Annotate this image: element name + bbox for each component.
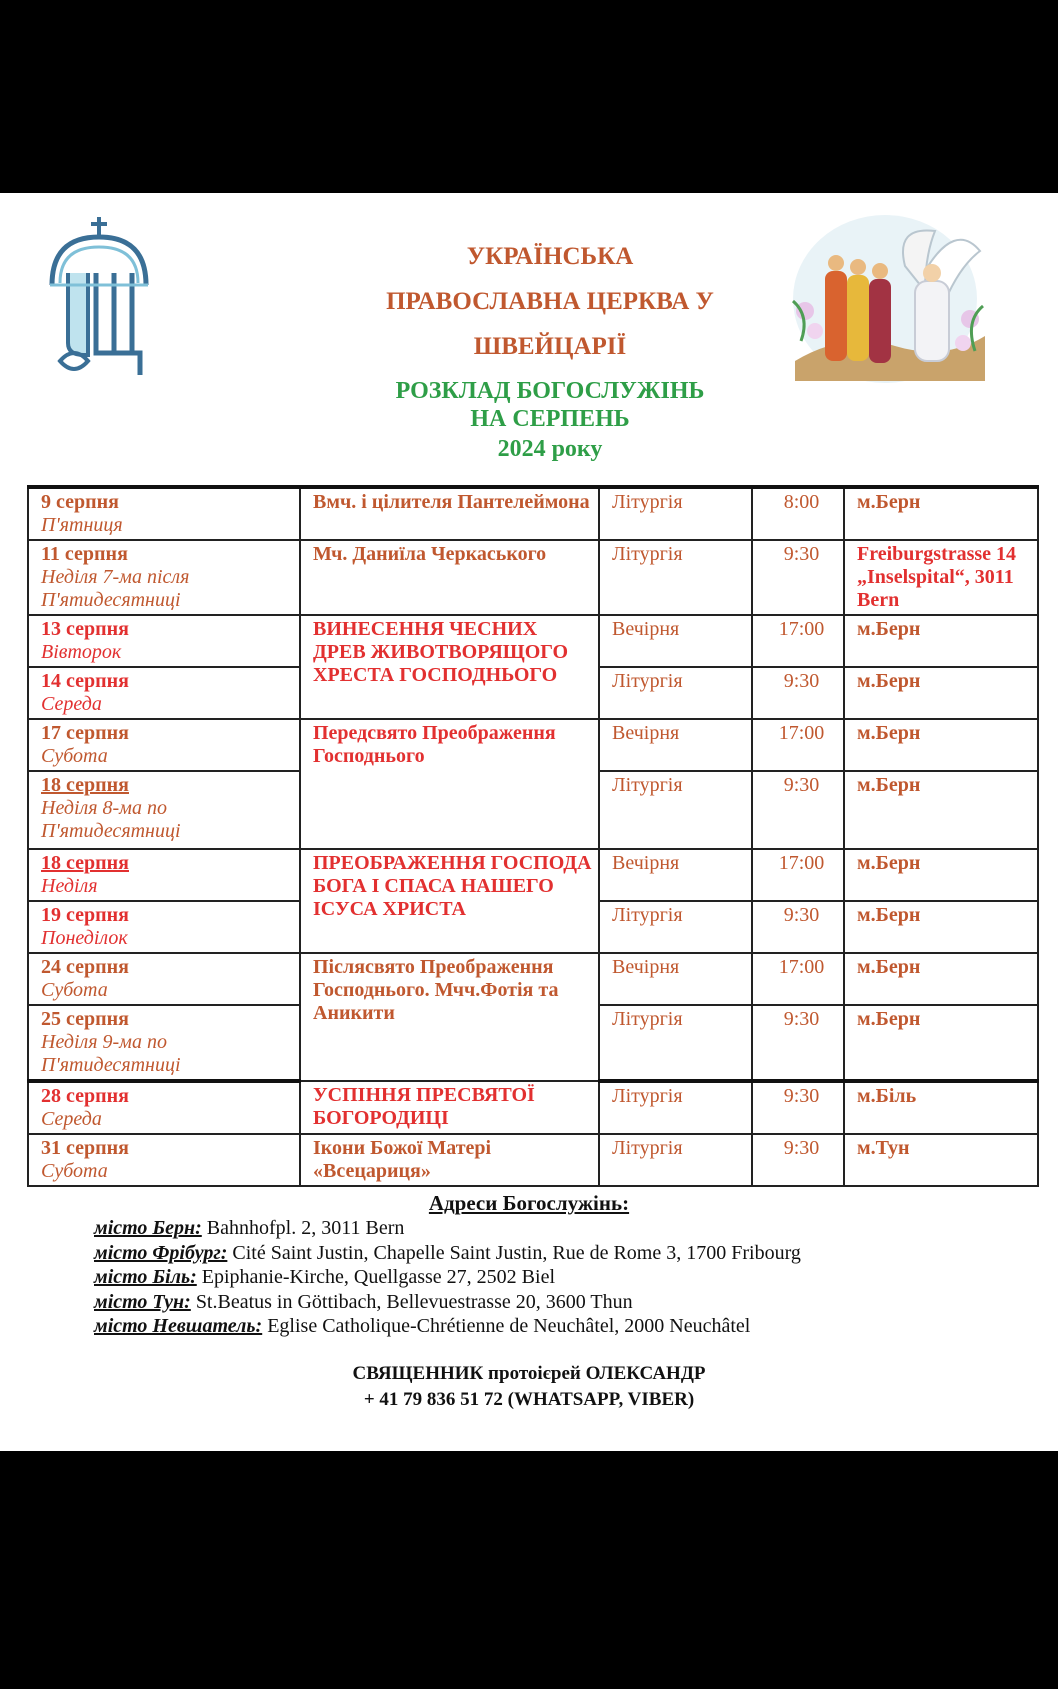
service-cell: Вечірня xyxy=(599,615,752,667)
date-cell xyxy=(28,667,300,719)
header-line-3: ШВЕЙЦАРІЇ xyxy=(473,333,627,360)
time-cell: 9:30 xyxy=(752,901,844,953)
address-line xyxy=(94,1216,404,1240)
date-label: 9 серпня xyxy=(41,491,119,513)
date-label: 25 серпня xyxy=(41,1008,129,1030)
city-label: місто Тун: xyxy=(94,1291,191,1313)
table-row xyxy=(28,1081,1038,1134)
location-cell: Freiburgstrasse 14 „Inselspital“, 3011 Bern xyxy=(844,540,1038,615)
feast-cell: ПРЕОБРАЖЕННЯ ГОСПОДА БОГА І СПАСА НАШЕГО ІСУСА ХРИСТА xyxy=(300,849,599,953)
date-label: 31 серпня xyxy=(41,1137,129,1159)
feast-cell: Мч. Даниїла Черкаського xyxy=(300,540,599,615)
weekday-label: Неділя 8-ма по П'ятидесятниці xyxy=(41,797,181,842)
weekday-label: Середа xyxy=(41,693,102,715)
priest-name: СВЯЩЕННИК протоієрей ОЛЕКСАНДР xyxy=(352,1363,706,1384)
time-cell: 9:30 xyxy=(752,667,844,719)
date-label: 14 серпня xyxy=(41,670,129,692)
date-cell xyxy=(28,849,300,901)
date-label: 13 серпня xyxy=(41,618,129,640)
addresses-title: Адреси Богослужінь: xyxy=(428,1191,630,1215)
date-cell xyxy=(28,901,300,953)
address-text: Cité Saint Justin, Chapelle Saint Justin, Rue de Rome 3, 1700 Fribourg xyxy=(227,1242,801,1264)
header-line-2: ПРАВОСЛАВНА ЦЕРКВА У xyxy=(386,288,714,315)
weekday-label: Понеділок xyxy=(41,927,128,949)
location-cell: м.Берн xyxy=(844,849,1038,901)
weekday-label: Неділя xyxy=(41,875,98,897)
date-cell xyxy=(28,1134,300,1186)
city-label: місто Фрібург: xyxy=(94,1242,228,1264)
weekday-label: Середа xyxy=(41,1108,102,1130)
service-cell: Вечірня xyxy=(599,719,752,771)
date-cell xyxy=(28,487,300,540)
address-text: Bahnhofpl. 2, 3011 Bern xyxy=(201,1217,405,1239)
feast-cell: Вмч. і цілителя Пантелеймона xyxy=(300,487,599,540)
date-label: 24 серпня xyxy=(41,956,129,978)
address-line xyxy=(94,1314,750,1338)
city-label: місто Невшатель: xyxy=(94,1315,263,1337)
service-cell: Літургія xyxy=(599,667,752,719)
weekday-label: Субота xyxy=(41,745,108,767)
date-label: 19 серпня xyxy=(41,904,129,926)
location-cell: м.Берн xyxy=(844,953,1038,1005)
address-text: Eglise Catholique-Chrétienne de Neuchâtel, 2000 Neuchâtel xyxy=(262,1315,751,1337)
date-label: 18 серпня xyxy=(41,852,129,874)
weekday-label: Вівторок xyxy=(41,641,122,663)
feast-cell: Післясвято Преображення Господнього. Мчч.Фотія та Аникити xyxy=(300,953,599,1081)
location-cell: м.Берн xyxy=(844,1005,1038,1081)
city-label: місто Берн: xyxy=(94,1217,202,1239)
weekday-label: Субота xyxy=(41,979,108,1001)
date-label: 17 серпня xyxy=(41,722,129,744)
location-cell: м.Біль xyxy=(844,1081,1038,1134)
location-cell: м.Берн xyxy=(844,615,1038,667)
time-cell: 17:00 xyxy=(752,953,844,1005)
table-row xyxy=(28,953,1038,1005)
schedule-month: НА СЕРПЕНЬ xyxy=(470,406,630,432)
table-row xyxy=(28,615,1038,667)
schedule-title: РОЗКЛАД БОГОСЛУЖІНЬ xyxy=(395,378,705,404)
service-cell: Літургія xyxy=(599,487,752,540)
date-cell xyxy=(28,953,300,1005)
time-cell: 9:30 xyxy=(752,1134,844,1186)
feast-cell: Ікони Божої Матері «Всецариця» xyxy=(300,1134,599,1186)
header-line-1: УКРАЇНСЬКА xyxy=(466,243,634,270)
myrrh-bearers-icon xyxy=(785,211,990,391)
schedule-table xyxy=(27,485,1039,1187)
table-row xyxy=(28,719,1038,771)
church-monogram-icon xyxy=(40,215,158,381)
date-cell xyxy=(28,1005,300,1081)
location-cell: м.Тун xyxy=(844,1134,1038,1186)
service-cell: Літургія xyxy=(599,901,752,953)
service-cell: Літургія xyxy=(599,771,752,849)
date-cell xyxy=(28,771,300,849)
address-text: Epiphanie-Kirche, Quellgasse 27, 2502 Biel xyxy=(196,1266,556,1288)
weekday-label: Субота xyxy=(41,1160,108,1182)
service-cell: Вечірня xyxy=(599,849,752,901)
feast-cell: Передсвято Преображення Господнього xyxy=(300,719,599,849)
address-line xyxy=(94,1241,801,1265)
time-cell: 9:30 xyxy=(752,540,844,615)
service-cell: Літургія xyxy=(599,1081,752,1134)
time-cell: 17:00 xyxy=(752,615,844,667)
time-cell: 8:00 xyxy=(752,487,844,540)
time-cell: 9:30 xyxy=(752,1081,844,1134)
weekday-label: П'ятниця xyxy=(41,514,123,536)
date-cell xyxy=(28,1081,300,1134)
table-row xyxy=(28,487,1038,540)
address-text: St.Beatus in Göttibach, Bellevuestrasse 20, 3600 Thun xyxy=(190,1291,633,1313)
city-label: місто Біль: xyxy=(94,1266,197,1288)
address-line xyxy=(94,1290,633,1314)
date-label: 11 серпня xyxy=(41,543,128,565)
time-cell: 9:30 xyxy=(752,1005,844,1081)
service-cell: Літургія xyxy=(599,1134,752,1186)
date-label: 28 серпня xyxy=(41,1085,129,1107)
feast-cell: УСПІННЯ ПРЕСВЯТОЇ БОГОРОДИЦІ xyxy=(300,1081,599,1134)
location-cell: м.Берн xyxy=(844,667,1038,719)
service-cell: Літургія xyxy=(599,540,752,615)
date-cell xyxy=(28,540,300,615)
schedule-year: 2024 року xyxy=(497,436,603,462)
table-row xyxy=(28,849,1038,901)
time-cell: 9:30 xyxy=(752,771,844,849)
feast-cell: ВИНЕСЕННЯ ЧЕСНИХ ДРЕВ ЖИВОТВОРЯЩОГО ХРЕСТА ГОСПОДНЬОГО xyxy=(300,615,599,719)
location-cell: м.Берн xyxy=(844,901,1038,953)
weekday-label: Неділя 7-ма після П'ятидесятниці xyxy=(41,566,190,611)
time-cell: 17:00 xyxy=(752,719,844,771)
service-cell: Літургія xyxy=(599,1005,752,1081)
table-row xyxy=(28,1134,1038,1186)
address-line xyxy=(94,1265,555,1289)
service-cell: Вечірня xyxy=(599,953,752,1005)
table-row xyxy=(28,540,1038,615)
location-cell: м.Берн xyxy=(844,771,1038,849)
location-cell: м.Берн xyxy=(844,487,1038,540)
location-cell: м.Берн xyxy=(844,719,1038,771)
priest-phone: + 41 79 836 51 72 (WHATSAPP, VIBER) xyxy=(363,1389,695,1410)
date-cell xyxy=(28,615,300,667)
date-label: 18 серпня xyxy=(41,774,129,796)
schedule-sheet xyxy=(0,193,1058,1451)
weekday-label: Неділя 9-ма по П'ятидесятниці xyxy=(41,1031,181,1076)
date-cell xyxy=(28,719,300,771)
time-cell: 17:00 xyxy=(752,849,844,901)
